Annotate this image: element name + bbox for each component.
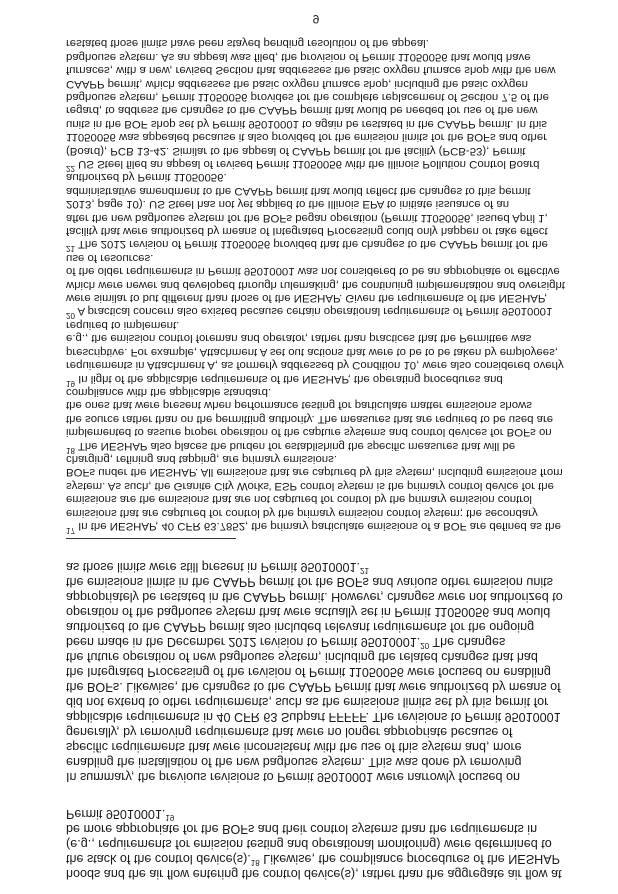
paragraph-text: In summary, the previous revisions to Permit 95010001 were narrowly focused on enabling the installation of the new baghouse system. This was done by removing specific requirements that were inconsistent with the use of this system and, more generally, by removing requirements that were no longer appropriate because of applicable requirements in 40 CFR 63 Subpart FFFFF. The revisions to Permit 95010001 did not extend to other requirements, such as the emissions limits set by this permit for the BOFs. Likewise, the changes to the CAAPP Permit that were authorized by means of the Integrated Processing of the revision of Permit 11050056 were focused on enabling the future operation of new baghouse system, including the related changes that had been made in the December 2012 revision to Permit 95010001.	[66, 635, 561, 785]
footnote-ref: 20	[420, 641, 430, 651]
footnote-ref: 18	[250, 858, 260, 868]
footnote-text: In the NESHAP, 40 CFR 63.7852, the primary particulate emissions of a BOF are defined as the emissions that are captured for control by the primary emission control system; the secondary emissions are the emissions that are not captured for control by the primary emission control system. As such, the Granite City Works' ESP control system is the primary control device for the BOFs under the NESHAP. All emissions that are captured by this system, including emissions from charging, refining and tapping, are primary emissions.	[66, 453, 563, 533]
footnote-number: 21	[66, 244, 75, 254]
body-paragraph	[66, 559, 566, 784]
footnote-number: 19	[66, 378, 75, 388]
footnote-text: A practical concern also existed because certain operational requirements of Permit 95010001 were similar to but different than those of the NESHAP. Given the requirements of the NESHAP, which were newer and developed through rulemaking, the continuing implementation and oversight of the older requirements in Permit 95010001 was not considered to be an appropriate or effective use of resources.	[66, 251, 565, 318]
footnote-number: 20	[66, 311, 75, 321]
footnote-text: In light of the applicable requirements of the NESHAP, the operating procedures and requirements in Attachment A, as formerly addressed by Condition 10, were also considered overly prescriptive. For example, Attachment A set out actions that were to be to be taken by employees, e.g., the emission control foreman and operator, rather than practices that the Permittee was required to implement.	[66, 318, 564, 385]
body-paragraph	[66, 806, 566, 881]
footnote-text: US Steel filed an appeal of revised Permit 11050056 with the Illinois Pollution Control Board (Board), PCB 13-42. Similar to the appeal of CAAPP permit for the facility (PCB-53), Permit 11050056 was appealed because it also provided for the emission limits for the BOFs and other units in the BOF shop set by Permit 95010001 to again be restated in the CAAPP permit. In this regard, to address the changes to the CAAPP permit that would be needed for use of the new baghouse system, Permit 11050056 provides for the complete replacement of Section 7.5 of the CAAPP permit, which addresses the basic oxygen furnace shop, including the basic oxygen furnaces, with a new, revised Section that addresses the basic oxygen furnace shop with the new baghouse system. As an appeal was filed, the provision of Permit 11050056 that would have restated those limits have been stayed pending resolution of the appeal.	[66, 37, 556, 171]
paragraph-text: The changes authorized to the CAAPP permit also included relevant requirements for the ongoing operation of the baghouse system that were actually set in Permit 11050056 and would appropriately be restated in the CAAPP permit. However, changes were not authorized to the emissions limits in the CAAPP permit for the BOFs and various other emission units as those limits were still present in Permit 95010001.	[66, 560, 563, 650]
footnote-separator	[66, 538, 236, 539]
footnote	[66, 251, 566, 321]
footnote	[66, 318, 566, 388]
footnote	[66, 385, 566, 455]
footnote-number: 18	[66, 445, 75, 455]
page-number: 9	[312, 12, 320, 26]
footnote-ref: 19	[165, 813, 175, 823]
paragraph-text: Likewise, the compliance procedures of the NESHAP (e.g., requirements for emission testing and operational monitoring) were determined to be more appropriate for the BOFs and their control systems than the requirements in Permit 95010001.	[66, 807, 560, 867]
footnote-number: 22	[66, 163, 75, 173]
footnote	[66, 170, 566, 254]
footnote	[66, 36, 566, 173]
footnote-text: The 2012 revision of Permit 11050056 provided that the changes to the CAAPP permit for the facility that were authorized by means of Integrated Processing could only happen or take effect after the new baghouse system for the BOFs began operation (Permit 11050056, issued April 1, 2013, page 10). US Steel has not yet applied to the Illinois EPA to initiate issuance of an administrative amendment to the CAAPP permit that would reflect the changes to this permit authorized by Permit 11050056.	[66, 171, 548, 251]
footnote	[66, 452, 566, 535]
paragraph-text: hoods and the air flow entering the control device(s), rather than the aggregate air flow at the stack of the control device(s).	[66, 852, 562, 882]
footnotes	[66, 36, 566, 535]
footnote-text: The NESHAP also places the burden for establishing the specific measures that will be implemented to assure proper operation of the capture systems and control devices for BOFs on the source rather than on the permitting authority. The measures that are required to be used are the ones that were present when performance testing for particulate matter emissions shows compliance with the applicable standard.	[66, 385, 554, 452]
footnote-ref: 21	[360, 566, 369, 576]
footnote-number: 17	[66, 525, 75, 535]
